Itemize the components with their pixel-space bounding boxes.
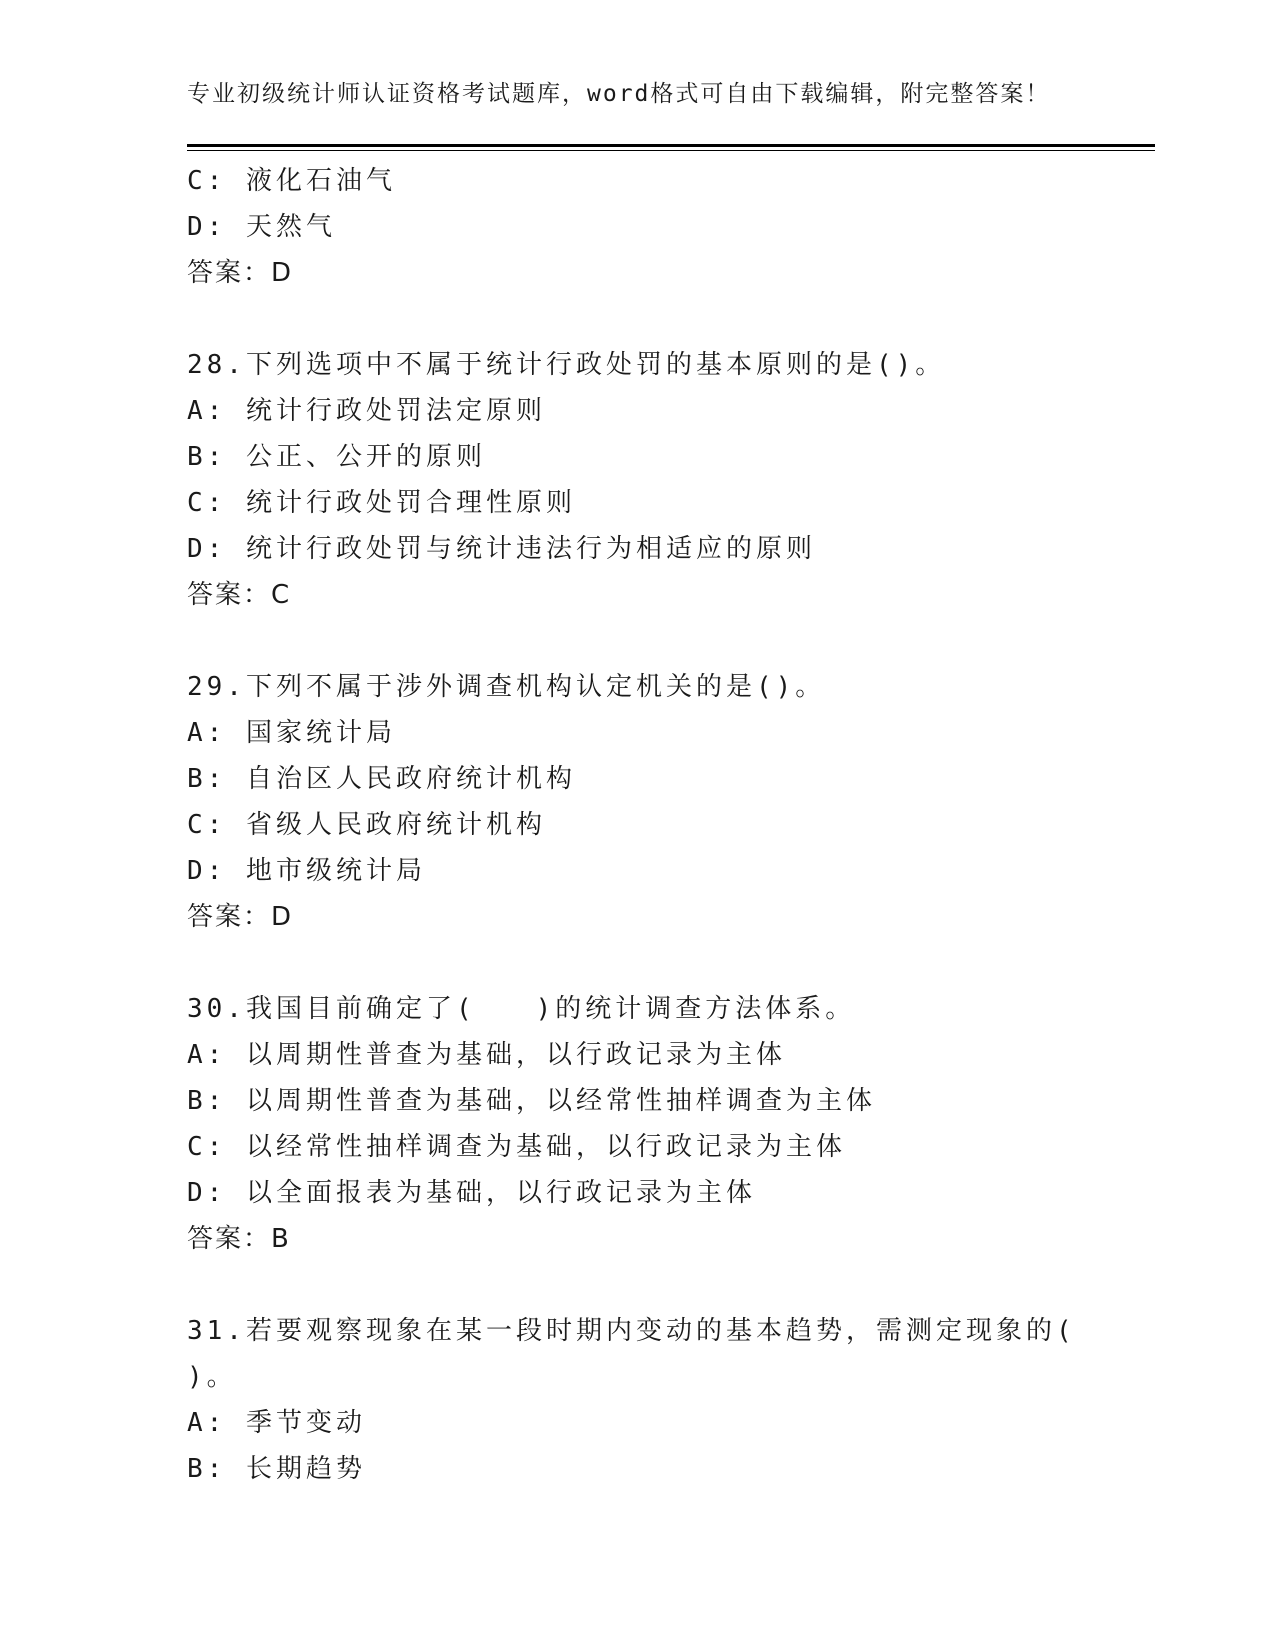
option-d: D: 统计行政处罚与统计违法行为相适应的原则	[187, 534, 816, 564]
question-text: 31.若要观察现象在某一段时期内变动的基本趋势，需测定现象的(	[187, 1316, 1076, 1346]
option-b: B: 自治区人民政府统计机构	[187, 764, 576, 794]
question-27	[187, 158, 1087, 296]
option-b: B: 长期趋势	[187, 1454, 366, 1484]
question-31	[187, 1308, 1087, 1492]
answer: 答案：D	[187, 258, 294, 288]
header-rule-thick	[187, 144, 1155, 147]
option-c: C: 液化石油气	[187, 166, 396, 196]
question-list	[187, 158, 1087, 1492]
option-a: A: 以周期性普查为基础，以行政记录为主体	[187, 1040, 786, 1070]
header-rule-thin	[187, 150, 1155, 151]
option-b: B: 公正、公开的原则	[187, 442, 486, 472]
question-text: 29.下列不属于涉外调查机构认定机关的是()。	[187, 672, 826, 702]
option-d: D: 以全面报表为基础，以行政记录为主体	[187, 1178, 756, 1208]
option-d: D: 地市级统计局	[187, 856, 426, 886]
option-a: A: 统计行政处罚法定原则	[187, 396, 546, 426]
page-header: 专业初级统计师认证资格考试题库，word格式可自由下载编辑，附完整答案！	[187, 81, 1051, 107]
question-text: 30.我国目前确定了( )的统计调查方法体系。	[187, 994, 856, 1024]
option-b: B: 以周期性普查为基础，以经常性抽样调查为主体	[187, 1086, 876, 1116]
question-28	[187, 342, 1087, 618]
option-d: D: 天然气	[187, 212, 336, 242]
option-a: A: 季节变动	[187, 1408, 366, 1438]
answer: 答案：B	[187, 1224, 291, 1254]
question-text-continued: )。	[187, 1362, 237, 1392]
option-c: C: 统计行政处罚合理性原则	[187, 488, 576, 518]
question-text: 28.下列选项中不属于统计行政处罚的基本原则的是()。	[187, 350, 946, 380]
question-30	[187, 986, 1087, 1262]
option-c: C: 省级人民政府统计机构	[187, 810, 546, 840]
answer: 答案：C	[187, 580, 292, 610]
option-c: C: 以经常性抽样调查为基础，以行政记录为主体	[187, 1132, 846, 1162]
option-a: A: 国家统计局	[187, 718, 396, 748]
question-29	[187, 664, 1087, 940]
answer: 答案：D	[187, 902, 294, 932]
